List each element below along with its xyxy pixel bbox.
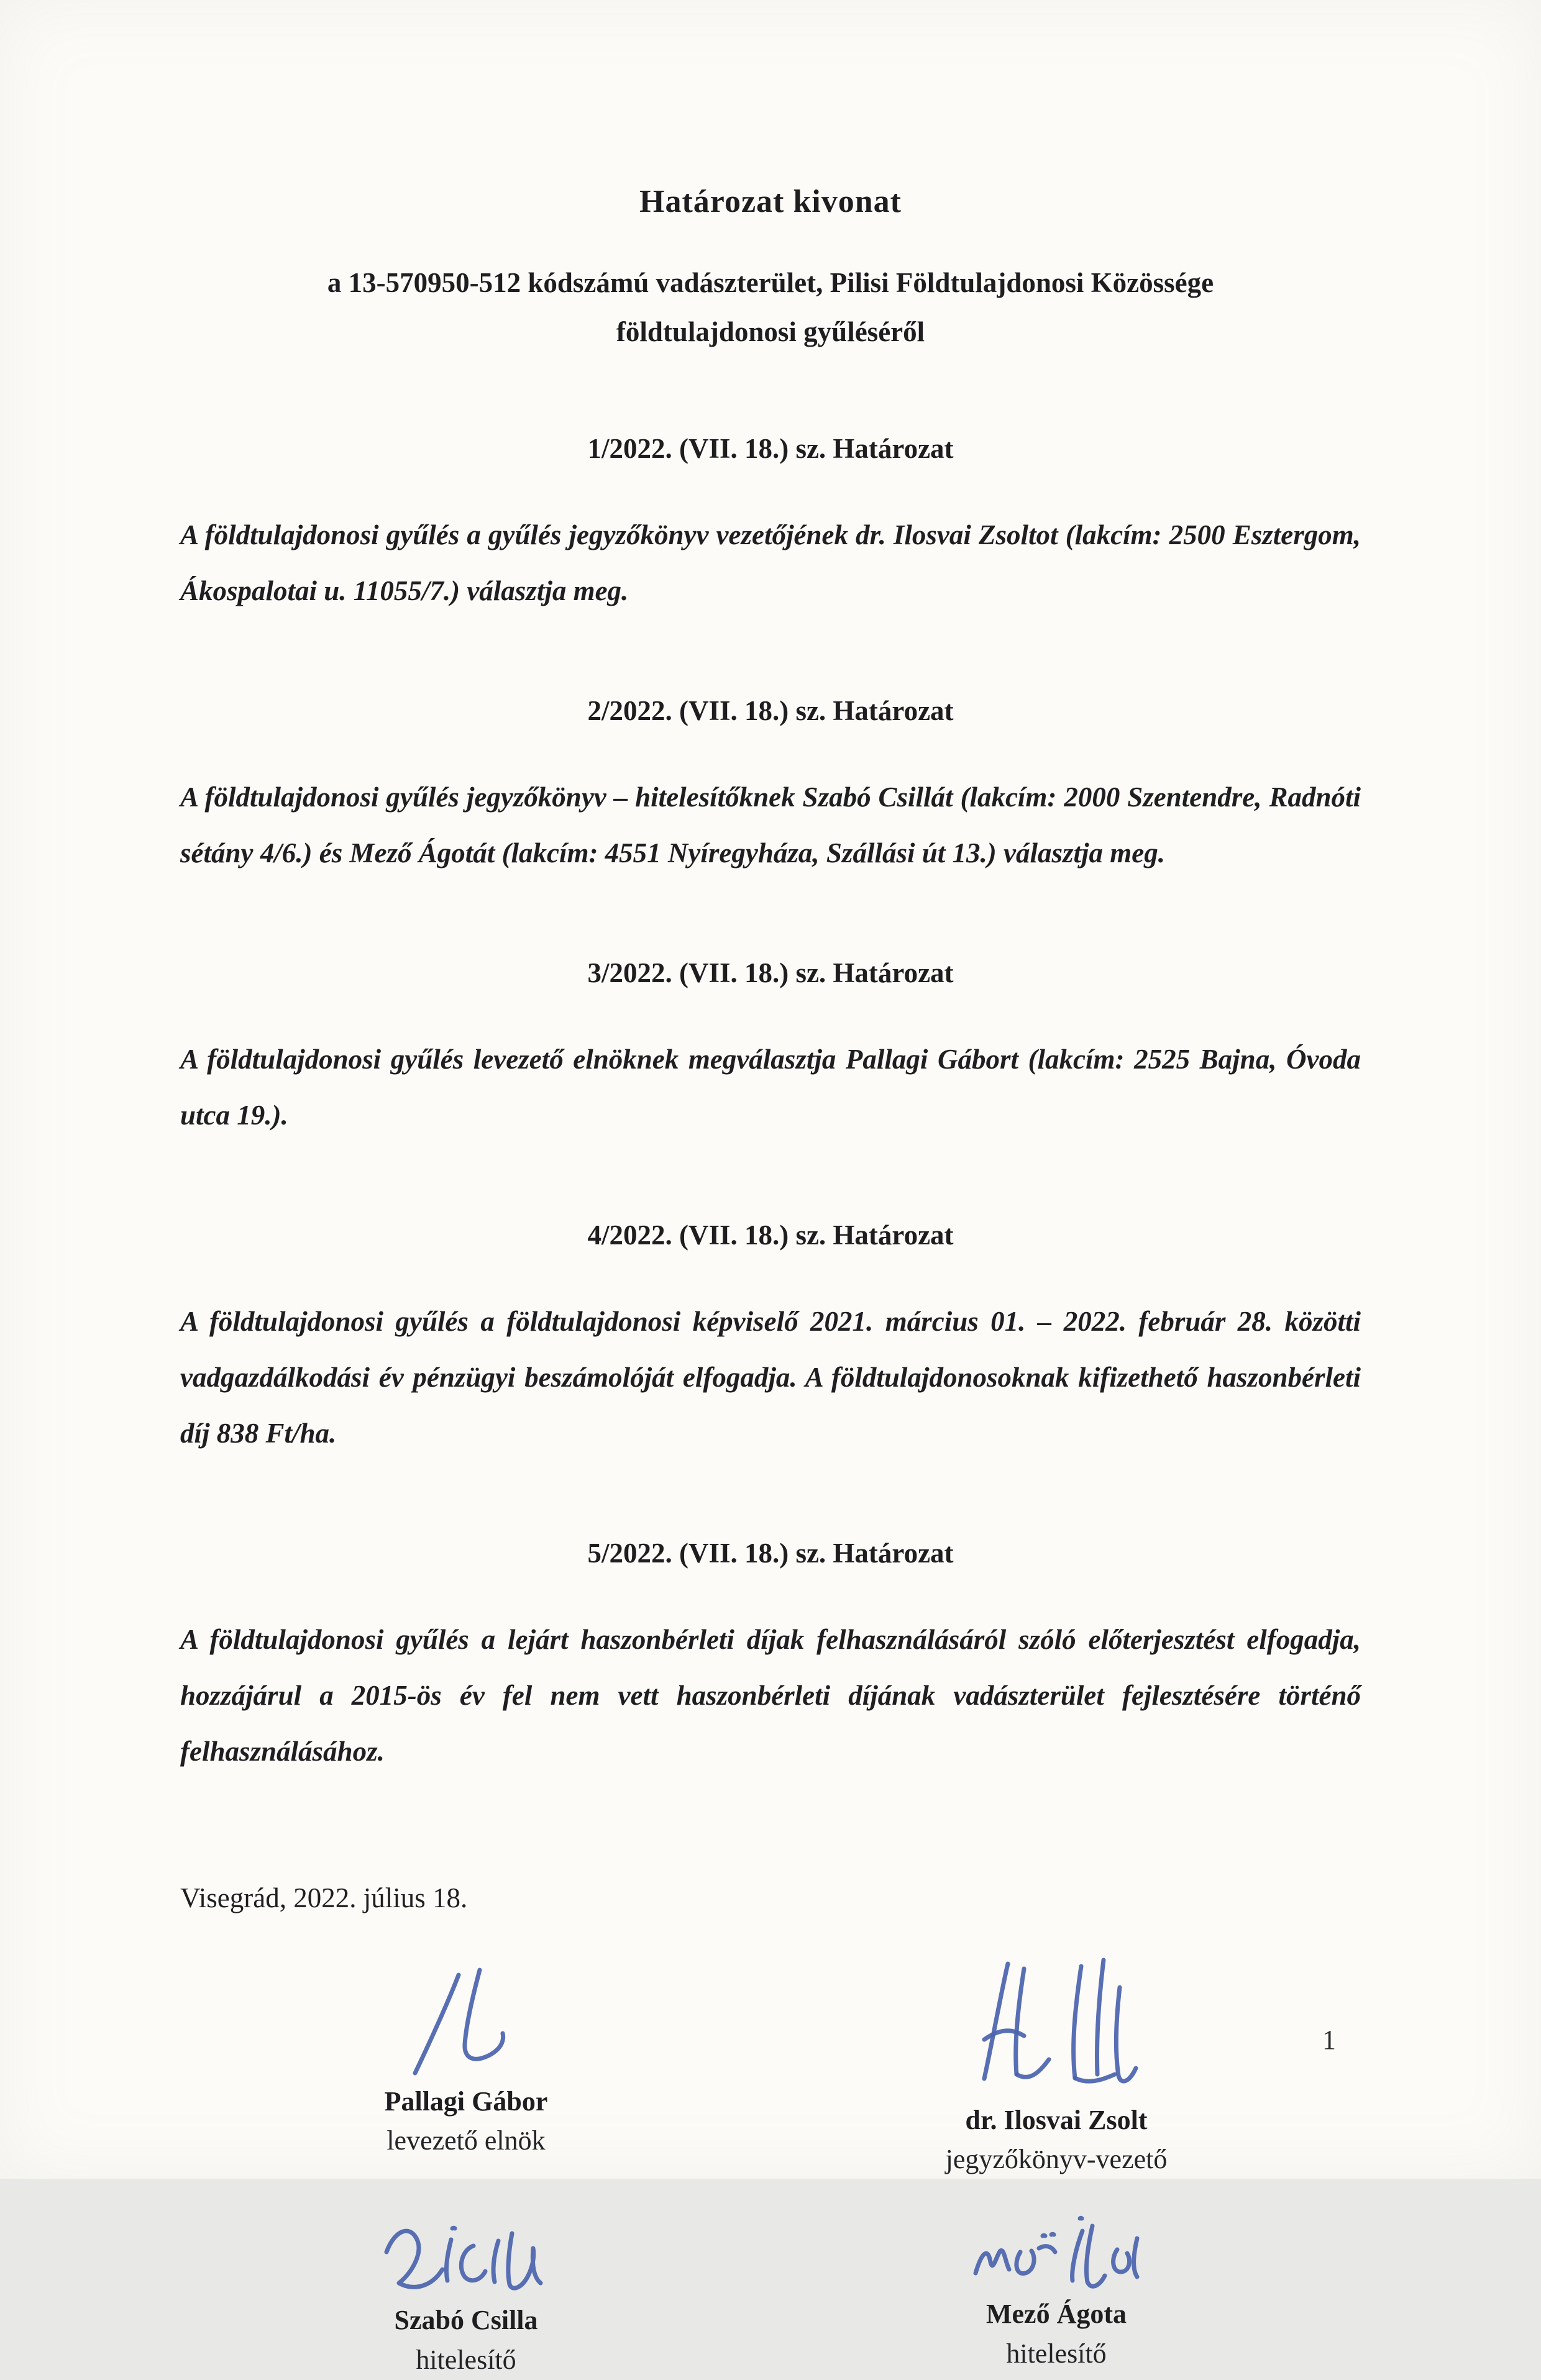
signatory-role: hitelesítő — [416, 2344, 516, 2375]
resolution-5 — [180, 1537, 1361, 1779]
signatory-name: Mező Ágota — [985, 2299, 1127, 2330]
signatory-role: jegyzőkönyv-vezető — [945, 2144, 1168, 2175]
signature-ink-pallagi-gabor — [391, 1951, 541, 2082]
resolution-1 — [180, 432, 1361, 619]
signatory-name: Pallagi Gábor — [384, 2086, 548, 2117]
signature-ink-ilosvai-zsolt — [963, 1951, 1150, 2100]
resolution-1-body: A földtulajdonosi gyűlés a gyűlés jegyzőkönyv vezetőjének dr. Ilosvai Zsoltot (lakcím: 2500 Esztergom, Ákospalotai u. 11055/7.) választja meg. — [180, 519, 1361, 606]
resolution-3-body: A földtulajdonosi gyűlés levezető elnöknek megválasztja Pallagi Gábort (lakcím: 2525 Bajna, Óvoda utca 19.). — [180, 1043, 1361, 1131]
signature-block-pallagi-gabor — [249, 1951, 684, 2180]
resolution-4-body: A földtulajdonosi gyűlés a földtulajdonosi képviselő 2021. március 01. – 2022. február 28. közötti vadgazdálkodási év pénzügyi beszámolóját elfogadja. A földtulajdonosoknak kifizethető haszonbérleti díj 838 Ft/ha. — [180, 1305, 1361, 1449]
resolution-4 — [180, 1219, 1361, 1461]
resolution-2 — [180, 695, 1361, 881]
document-title: Határozat kivonat — [639, 184, 902, 219]
signature-ink-szabo-csilla — [373, 2214, 559, 2300]
signature-grid — [249, 1951, 1361, 2380]
signature-block-ilosvai-zsolt — [839, 1951, 1274, 2180]
signature-block-mezo-agota — [839, 2214, 1274, 2380]
resolution-5-body: A földtulajdonosi gyűlés a lejárt haszonbérleti díjak felhasználásáról szóló előterjesztést elfogadja, hozzájárul a 2015-ös év fel nem vett haszonbérleti díjának vadászterület fejlesztésére történő felhasználásához. — [180, 1623, 1361, 1767]
signatory-role: levezető elnök — [386, 2125, 546, 2156]
signature-ink-mezo-agota — [963, 2214, 1150, 2294]
signature-block-szabo-csilla — [249, 2214, 684, 2380]
resolution-3-heading: 3/2022. (VII. 18.) sz. Határozat — [587, 957, 954, 988]
resolution-4-heading: 4/2022. (VII. 18.) sz. Határozat — [587, 1219, 954, 1251]
page-number: 1 — [1322, 2025, 1336, 2055]
resolution-1-heading: 1/2022. (VII. 18.) sz. Határozat — [587, 432, 954, 464]
document-subtitle: a 13-570950-512 kódszámú vadászterület, Pilisi Földtulajdonosi Közössége földtulajdonosi gyűléséről — [327, 267, 1214, 347]
signatory-name: Szabó Csilla — [394, 2305, 538, 2336]
signatory-name: dr. Ilosvai Zsolt — [965, 2104, 1148, 2135]
resolution-2-body: A földtulajdonosi gyűlés jegyzőkönyv – hitelesítőknek Szabó Csillát (lakcím: 2000 Szentendre, Radnóti sétány 4/6.) és Mező Ágotát (lakcím: 4551 Nyíregyháza, Szállási út 13.) választja meg. — [180, 781, 1361, 869]
signatory-role: hitelesítő — [1006, 2338, 1107, 2369]
resolution-2-heading: 2/2022. (VII. 18.) sz. Határozat — [587, 695, 954, 726]
resolution-3 — [180, 957, 1361, 1143]
dateline: Visegrád, 2022. július 18. — [180, 1882, 468, 1913]
resolution-5-heading: 5/2022. (VII. 18.) sz. Határozat — [587, 1537, 954, 1569]
